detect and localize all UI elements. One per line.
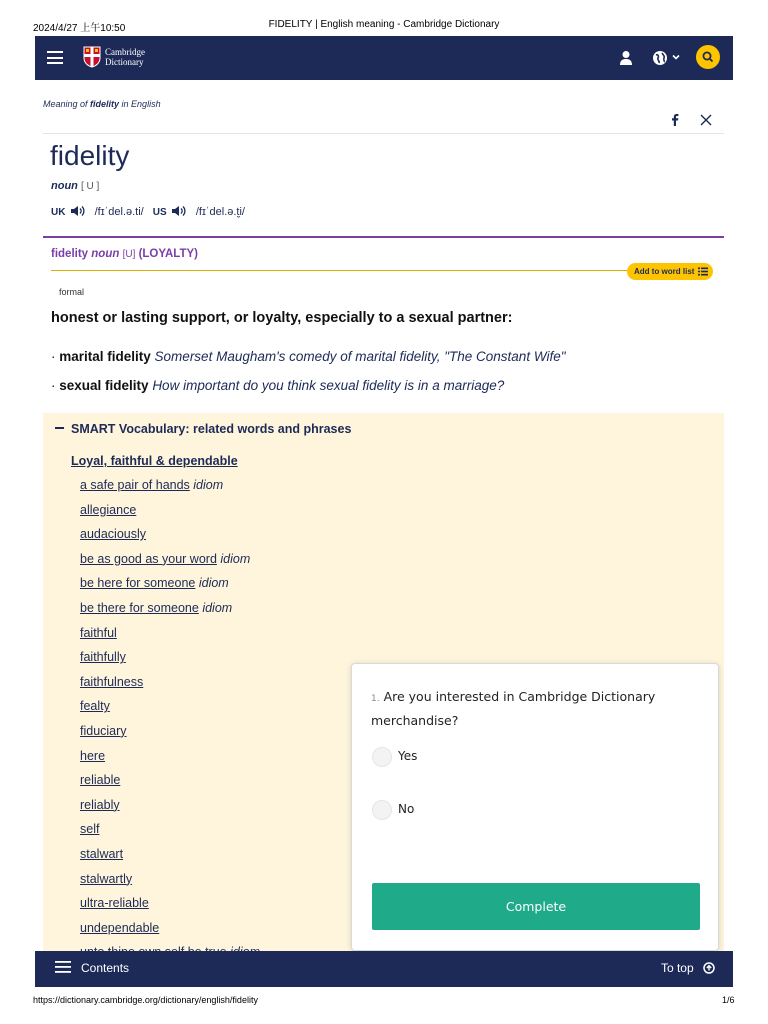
- idiom-tag: idiom: [202, 600, 233, 615]
- related-word-item: [80, 798, 260, 823]
- related-word-link[interactable]: be there for someone: [80, 600, 199, 615]
- top-nav-bar: [35, 36, 733, 80]
- globe-icon[interactable]: [652, 50, 668, 66]
- search-icon: [702, 51, 714, 63]
- related-word-link[interactable]: reliably: [80, 797, 120, 812]
- example-term: marital fidelity: [59, 349, 151, 364]
- related-word-item: [80, 626, 260, 651]
- guide-pos: noun: [91, 248, 120, 260]
- shield-icon: [83, 46, 101, 68]
- category-link[interactable]: Loyal, faithful & dependable: [71, 454, 238, 468]
- headword: fidelity: [50, 140, 130, 171]
- related-word-link[interactable]: audaciously: [80, 527, 147, 542]
- related-word-item: [80, 896, 260, 921]
- definition: honest or lasting support, or loyalty, especially to a sexual partner:: [51, 310, 513, 326]
- add-to-word-list-button[interactable]: [627, 263, 713, 280]
- to-top-label: To top: [660, 961, 694, 975]
- related-word-link[interactable]: reliable: [80, 773, 121, 788]
- related-word-item: [80, 724, 260, 749]
- related-word-list: [80, 478, 260, 970]
- logo-line-2: Dictionary: [105, 57, 144, 67]
- guide-label: (LOYALTY): [138, 248, 198, 260]
- related-word-link[interactable]: faithfulness: [80, 674, 144, 689]
- print-header: [0, 0, 768, 36]
- example-sentence: [51, 349, 566, 364]
- facebook-icon[interactable]: [667, 112, 683, 128]
- related-word-item: [80, 601, 260, 626]
- related-word-item: [80, 699, 260, 724]
- related-word-link[interactable]: self: [80, 822, 100, 837]
- collapse-minus-icon: [55, 427, 64, 429]
- related-word-item: [80, 650, 260, 675]
- survey-question: [371, 686, 701, 731]
- pronunciation-line: [51, 205, 251, 218]
- print-page-number: 1/6: [722, 995, 735, 1005]
- question-text: Are you interested in Cambridge Dictionary merchandise?: [371, 689, 656, 728]
- register-label: formal: [59, 287, 85, 297]
- related-word-item: [80, 503, 260, 528]
- related-word-link[interactable]: stalwart: [80, 846, 124, 861]
- x-twitter-icon[interactable]: [698, 112, 714, 128]
- to-top-button[interactable]: [661, 961, 715, 975]
- divider: [43, 133, 724, 134]
- radio-button[interactable]: [372, 800, 392, 820]
- related-word-link[interactable]: here: [80, 748, 106, 763]
- related-word-link[interactable]: stalwartly: [80, 871, 133, 886]
- related-word-item: [80, 478, 260, 503]
- us-audio-speaker-icon[interactable]: [171, 205, 187, 217]
- example-text: Somerset Maugham's comedy of marital fidelity, "The Constant Wife": [154, 349, 566, 364]
- related-word-item: [80, 527, 260, 552]
- related-word-link[interactable]: be here for someone: [80, 576, 196, 591]
- us-label: US: [152, 207, 167, 218]
- uk-ipa: /fɪˈdel.ə.ti/: [94, 206, 144, 218]
- pos-line: [51, 180, 99, 192]
- related-word-item: [80, 921, 260, 946]
- user-icon[interactable]: [619, 50, 633, 66]
- related-word-item: [80, 576, 260, 601]
- related-word-link[interactable]: fealty: [80, 699, 110, 714]
- logo-line-1: Cambridge: [105, 47, 145, 57]
- uk-label: UK: [51, 207, 66, 218]
- related-word-item: [80, 773, 260, 798]
- cambridge-logo[interactable]: [83, 46, 153, 70]
- guide-grammar: [U]: [122, 249, 136, 260]
- print-url: https://dictionary.cambridge.org/dictionary/english/fidelity: [33, 995, 258, 1005]
- related-word-link[interactable]: faithful: [80, 625, 117, 640]
- breadcrumb-post: in English: [119, 99, 161, 109]
- menu-icon: [55, 961, 71, 973]
- related-word-item: [80, 822, 260, 847]
- bullet: ·: [51, 349, 60, 364]
- guide-underline: [51, 270, 631, 271]
- option-label: No: [398, 802, 415, 816]
- bullet: ·: [51, 378, 60, 393]
- example-term: sexual fidelity: [59, 378, 149, 393]
- radio-button[interactable]: [372, 747, 392, 767]
- related-word-link[interactable]: fiduciary: [80, 723, 127, 738]
- search-button[interactable]: [696, 45, 720, 69]
- logo-text: [105, 47, 145, 67]
- idiom-tag: idiom: [193, 478, 224, 492]
- complete-button[interactable]: Complete: [372, 883, 700, 930]
- bottom-bar: [35, 951, 733, 987]
- idiom-tag: idiom: [198, 576, 229, 591]
- print-timestamp: 2024/4/27 上午10:50: [33, 23, 126, 34]
- add-to-word-list-label: Add to word list: [634, 267, 695, 276]
- print-title: FIDELITY | English meaning - Cambridge Dictionary: [268, 19, 500, 30]
- example-text: How important do you think sexual fidelity is in a marriage?: [152, 378, 505, 393]
- related-word-link[interactable]: faithfully: [80, 650, 126, 665]
- contents-button[interactable]: [55, 961, 129, 975]
- breadcrumb-pre: Meaning of: [43, 99, 91, 109]
- grammar-code: [ U ]: [80, 181, 100, 192]
- smart-vocabulary-toggle[interactable]: [55, 422, 351, 436]
- related-word-link[interactable]: ultra-reliable: [80, 896, 149, 911]
- part-of-speech: noun: [51, 180, 78, 192]
- related-word-item: [80, 552, 260, 577]
- related-word-item: [80, 847, 260, 872]
- related-word-link[interactable]: a safe pair of hands: [80, 478, 190, 492]
- breadcrumb: [43, 99, 161, 109]
- survey-popup: [351, 663, 719, 951]
- us-ipa: /fɪˈdel.ə.t̬i/: [195, 206, 245, 218]
- menu-icon[interactable]: [47, 51, 63, 64]
- chevron-down-icon[interactable]: [671, 52, 681, 62]
- idiom-tag: idiom: [220, 551, 251, 566]
- guide-word: fidelity: [51, 248, 89, 260]
- question-number: 1.: [371, 694, 380, 704]
- contents-label: Contents: [81, 961, 130, 975]
- related-word-item: [80, 872, 260, 897]
- list-icon: [698, 267, 708, 276]
- uk-audio-speaker-icon[interactable]: [70, 205, 86, 217]
- related-word-link[interactable]: be as good as your word: [80, 551, 217, 566]
- sense-divider: [43, 236, 724, 238]
- related-word-link[interactable]: allegiance: [80, 502, 137, 517]
- related-word-item: [80, 749, 260, 774]
- related-word-link[interactable]: undependable: [80, 920, 160, 935]
- guide-word-header: [51, 248, 198, 260]
- smart-vocabulary-title: SMART Vocabulary: related words and phrases: [71, 422, 352, 436]
- example-sentence: [51, 378, 504, 393]
- arrow-up-circle-icon: [703, 962, 715, 974]
- breadcrumb-word: fidelity: [90, 99, 120, 109]
- related-word-item: [80, 675, 260, 700]
- option-label: Yes: [398, 749, 418, 763]
